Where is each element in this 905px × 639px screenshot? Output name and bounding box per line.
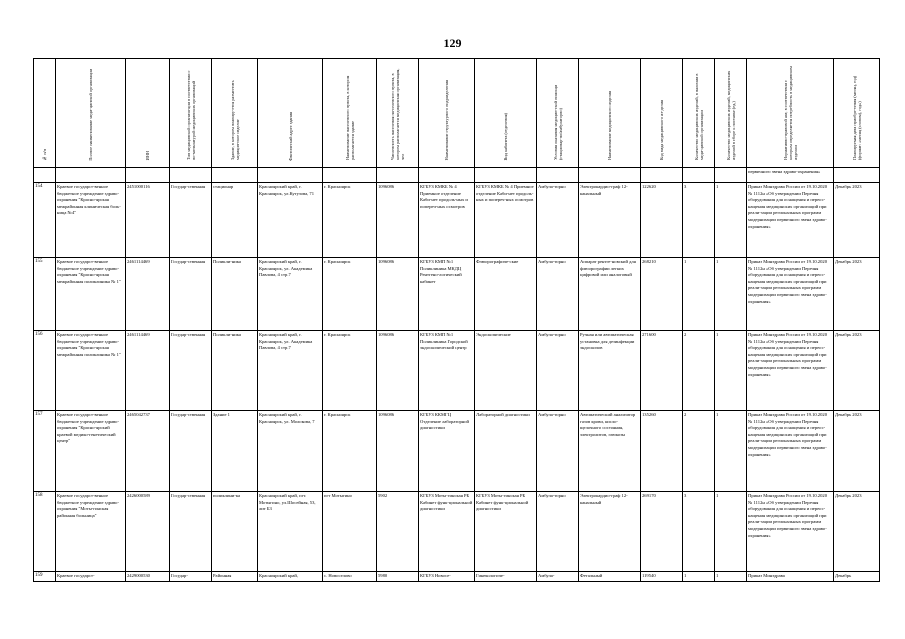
- cell-device: Аппарат рентге-новский для флюорографии легких цифровой или аналоговый: [579, 258, 641, 331]
- cell-device: Автоматический анализатор газов крови, кисло-щелочного состояния, электролитов, глюкозы: [579, 411, 641, 492]
- cell-code: 119540: [641, 572, 683, 582]
- header-cell: [641, 59, 683, 168]
- cell-cabinet: КГБУЗ Моты-гинская РБ Кабинет функ-циональной диагностики: [475, 492, 537, 572]
- cell-act: Приказ Минздрава: [747, 572, 834, 582]
- cell-population: 1096086: [377, 258, 419, 331]
- cell-qty: 1: [715, 183, 747, 258]
- cell-date: Декабрь 2023: [834, 331, 880, 411]
- table-row: [34, 411, 880, 492]
- cell-have: 1: [683, 572, 715, 582]
- cell-org: Краевое государст-венное бюджетное учреждение здраво-охранения "Красно-ярский краевой медико-генетический центр": [56, 411, 126, 492]
- cell-have: 2: [683, 331, 715, 411]
- header-label: Фактический адрес здания: [287, 111, 293, 161]
- table-row: [34, 572, 880, 582]
- cell-cabinet: КГБУЗ КМКБ № 4 Приемное отделение Каби-нет продоль-ных и попереч-ных осмотров: [475, 183, 537, 258]
- header-label: Здание, в котором планиру-ется разместить медицин-ское изделие: [229, 80, 240, 161]
- cell-act: Приказ Минздрава России от 19.10.2020 № 1112н «Об утверждении Перечня оборудования для оснащения и переос-нащения медицинских организаций при реали-зации региональных программ модернизации первичного звена здраво-охранения»: [747, 331, 834, 411]
- cell-act: Приказ Минздрава России от 19.10.2020 № 1112н «Об утверждении Перечня оборудования для оснащения и переос-нащения медицинских организаций при реали-зации региональных программ модернизации первичного звена здраво-охранения»: [747, 183, 834, 258]
- cell-population: 1096086: [377, 411, 419, 492]
- cell-qty: 1: [715, 331, 747, 411]
- table-row: [34, 331, 880, 411]
- cell-org: Краевое государст-венное бюджетное учреждение здраво-охранения "Красно-ярская межрайонная поликлиника № 1": [56, 258, 126, 331]
- table-row: [34, 258, 880, 331]
- cell-building: поликлини-ка: [212, 492, 258, 572]
- cell-unit: КГБУЗ КМКБ № 4 Приемное отделение Каби-нет продоль-ных и попереч-ных осмотров: [419, 183, 475, 258]
- header-cell: [170, 59, 212, 168]
- cell-act: Приказ Минздрава России от 19.10.2020 № 1112н «Об утверждении Перечня оборудования для оснащения и переос-нащения медицинских организаций при реали-зации региональных программ модернизации первичного звена здраво-охранения»: [747, 258, 834, 331]
- cell-n: 159: [34, 572, 56, 582]
- cell-unit: КГБУЗ ККМГЦ Отделение лабораторной диагностики: [419, 411, 475, 492]
- cell-population: 5980: [377, 572, 419, 582]
- cell-org: Краевое государст-: [56, 572, 126, 582]
- header-label: Тип медицинской организа-ции в соответствии с но-менклатурой медицинских организаций: [185, 71, 196, 161]
- header-cell: [537, 59, 579, 168]
- cell-org: Краевое государст-венное бюджетное учреждение здраво-охранения "Красно-ярская межрайонная клиническая боль-ница №4": [56, 183, 126, 258]
- cell-cabinet: Флюорографиче-ские: [475, 258, 537, 331]
- cell-act: Приказ Минздрава России от 19.10.2020 № 1112н «Об утверждении Перечня оборудования для оснащения и переос-нащения медицинских организаций при реали-зации региональных программ модернизации первичного звена здраво-охранения»: [747, 411, 834, 492]
- header-label: Численность населения на-селенного пункта, в котором располагается медицинская организация, чел: [390, 68, 405, 161]
- cell-date: Декабрь 2023: [834, 183, 880, 258]
- header-label: ИНН: [145, 151, 150, 161]
- cell-code: 271600: [641, 331, 683, 411]
- header-label: Полное наименование меди-цинской организации: [88, 68, 93, 161]
- header-label: Наименование медицинского изделия: [607, 91, 612, 161]
- cell-address: Красноярский край, г. Красноярск, ул.Кутузова, 71: [258, 183, 323, 258]
- cell-device: Ручная или автоматическая установка для дезинфекции эндоскопов: [579, 331, 641, 411]
- equipment-table: [33, 58, 880, 582]
- cell-device: Электрокардио-граф 12-канальный: [579, 492, 641, 572]
- header-label: Наименование структурного подразделения: [444, 80, 449, 161]
- header-label: Условия оказания медицин-ской помощи (стационар-но/амбулаторно): [552, 85, 563, 161]
- cell-locality: г. Красноярск: [323, 331, 377, 411]
- cell-have: 3: [683, 492, 715, 572]
- cell-act: Приказ Минздрава России от 19.10.2020 № 1112н «Об утверждении Перечня оборудования для оснащения и переос-нащения медицинских организаций при реали-зации региональных программ модернизации первичного звена здраво-охранения»: [747, 492, 834, 572]
- cell-address: Красноярский край, г. Красноярск, ул. Академика Павлова, 4 стр.7: [258, 331, 323, 411]
- cell-locality: г. Красноярск: [323, 258, 377, 331]
- cell-cabinet: Лабораторной диагностики: [475, 411, 537, 492]
- cell-n: 156: [34, 331, 56, 411]
- header-label: № п/п: [42, 148, 47, 161]
- cell-locality: с. Новоселово: [323, 572, 377, 582]
- cell-qty: 1: [715, 258, 747, 331]
- header-label: Нормативно-правовой акт, в соответствии с которым определяется потребность в медицинском изделии: [782, 66, 798, 161]
- header-cell: [475, 59, 537, 168]
- header-cell: [419, 59, 475, 168]
- cell-have: 3: [683, 183, 715, 258]
- cell-inn: 2429000530: [126, 572, 170, 582]
- cell-conditions: Амбула-торно: [537, 331, 579, 411]
- cell-building: Поликли-ника: [212, 331, 258, 411]
- header-cell: [34, 59, 56, 168]
- cell-inn: 2426000589: [126, 492, 170, 572]
- header-label: Вид кабинета (отделения): [503, 112, 508, 161]
- cell-conditions: Амбула-торно: [537, 411, 579, 492]
- header-cell: [747, 59, 834, 168]
- cell-conditions: Амбула-: [537, 572, 579, 582]
- header-cell: [126, 59, 170, 168]
- header-cell: [834, 59, 880, 168]
- cell-population: 1096086: [377, 331, 419, 411]
- cell-qty: 1: [715, 411, 747, 492]
- cell-type: Государ-ственная: [170, 331, 212, 411]
- cell-have: 1: [683, 258, 715, 331]
- cell-n: 154: [34, 183, 56, 258]
- continuation-text: первичного звена здраво-охранения»: [747, 168, 834, 183]
- cell-code: 269170: [641, 492, 683, 572]
- cell-unit: КГБУЗ Моты-гинская РБ Кабинет функ-циональной диагностики: [419, 492, 475, 572]
- cell-inn: 2461114469: [126, 258, 170, 331]
- cell-type: Государ-ственная: [170, 258, 212, 331]
- cell-unit: КГБУЗ Новосе-: [419, 572, 475, 582]
- cell-inn: 2465042737: [126, 411, 170, 492]
- header-row: [34, 59, 880, 168]
- cell-cabinet: Эндоскопические: [475, 331, 537, 411]
- cell-building: стационар: [212, 183, 258, 258]
- cell-inn: 2451000116: [126, 183, 170, 258]
- cell-qty: 1: [715, 492, 747, 572]
- cell-unit: КГБУЗ КМП №1 Поликлиника Городской эндоскопический центр: [419, 331, 475, 411]
- cell-org: Краевое государст-венное бюджетное учреждение здраво-охранения "Красно-ярская межрайонная поликлиника № 1": [56, 331, 126, 411]
- cell-device: Фетальный: [579, 572, 641, 582]
- cell-building: Здание 1: [212, 411, 258, 492]
- cell-date: Декабрь 2023: [834, 258, 880, 331]
- cell-type: Государ-ственная: [170, 183, 212, 258]
- cell-type: Государ-: [170, 572, 212, 582]
- header-cell: [258, 59, 323, 168]
- cell-type: Государ-ственная: [170, 411, 212, 492]
- cell-address: Красноярский край,: [258, 572, 323, 582]
- cell-date: Декабрь 2023: [834, 411, 880, 492]
- cell-cabinet: Гинекологиче-: [475, 572, 537, 582]
- header-cell: [212, 59, 258, 168]
- header-cell: [715, 59, 747, 168]
- cell-conditions: Амбула-торно: [537, 258, 579, 331]
- cell-locality: пгт Мотыгино: [323, 492, 377, 572]
- cell-conditions: Амбула-торно: [537, 492, 579, 572]
- cell-type: Государ-ственная: [170, 492, 212, 572]
- cell-locality: г. Красноярск: [323, 411, 377, 492]
- cell-address: Красноярский край, пгт. Мотыгино, ул.Шосейная, 53, лит Б3: [258, 492, 323, 572]
- cell-building: Районная: [212, 572, 258, 582]
- cell-n: 158: [34, 492, 56, 572]
- cell-building: Поликли-ника: [212, 258, 258, 331]
- header-cell: [579, 59, 641, 168]
- table-body: [34, 168, 880, 582]
- cell-device: Электрокардио-граф 12-канальный: [579, 183, 641, 258]
- header-label: Код вида медицинского из-делия: [659, 100, 664, 161]
- cell-org: Краевое государст-венное бюджетное учреждение здраво-охранения "Моты-гинская районная больница": [56, 492, 126, 572]
- header-label: Количество медицинских изделий, медицинских изделий в сборе к поставке (ед.): [725, 71, 736, 161]
- header-cell: [377, 59, 419, 168]
- cell-population: 5902: [377, 492, 419, 572]
- header-cell: [683, 59, 715, 168]
- cell-conditions: Амбула-торно: [537, 183, 579, 258]
- cell-code: 122620: [641, 183, 683, 258]
- cell-unit: КГБУЗ КМП №1 Поликлиника МКДЦ Рентгено-логический кабинет: [419, 258, 475, 331]
- cell-address: Красноярский край, г. Красноярск, ул. Академика Павлова, 4 стр.7: [258, 258, 323, 331]
- header-cell: [56, 59, 126, 168]
- cell-date: Декабрь 2023: [834, 492, 880, 572]
- cell-n: 157: [34, 411, 56, 492]
- cell-code: 135260: [641, 411, 683, 492]
- cell-date: Декабрь: [834, 572, 880, 582]
- continuation-row: [34, 168, 880, 183]
- cell-population: 1096086: [377, 183, 419, 258]
- table-row: [34, 492, 880, 572]
- table-row: [34, 183, 880, 258]
- cell-have: 2: [683, 411, 715, 492]
- cell-inn: 2461114469: [126, 331, 170, 411]
- cell-qty: 1: [715, 572, 747, 582]
- cell-locality: г. Красноярск: [323, 183, 377, 258]
- cell-n: 155: [34, 258, 56, 331]
- cell-address: Красноярский край, г. Красноярск, ул. Молокова, 7: [258, 411, 323, 492]
- cell-code: 268210: [641, 258, 683, 331]
- header-label: Количество медицинских изделий, в наличии в меди-цинской организации: [693, 74, 704, 161]
- page-number: 129: [443, 36, 462, 50]
- header-cell: [323, 59, 377, 168]
- header-label: Планируемая дата приобре-тения (месяц, год) (формат: «месяц (словом), год»): [851, 76, 862, 161]
- header-label: Наименование населенного пункта, в котором располагается здание: [344, 76, 355, 161]
